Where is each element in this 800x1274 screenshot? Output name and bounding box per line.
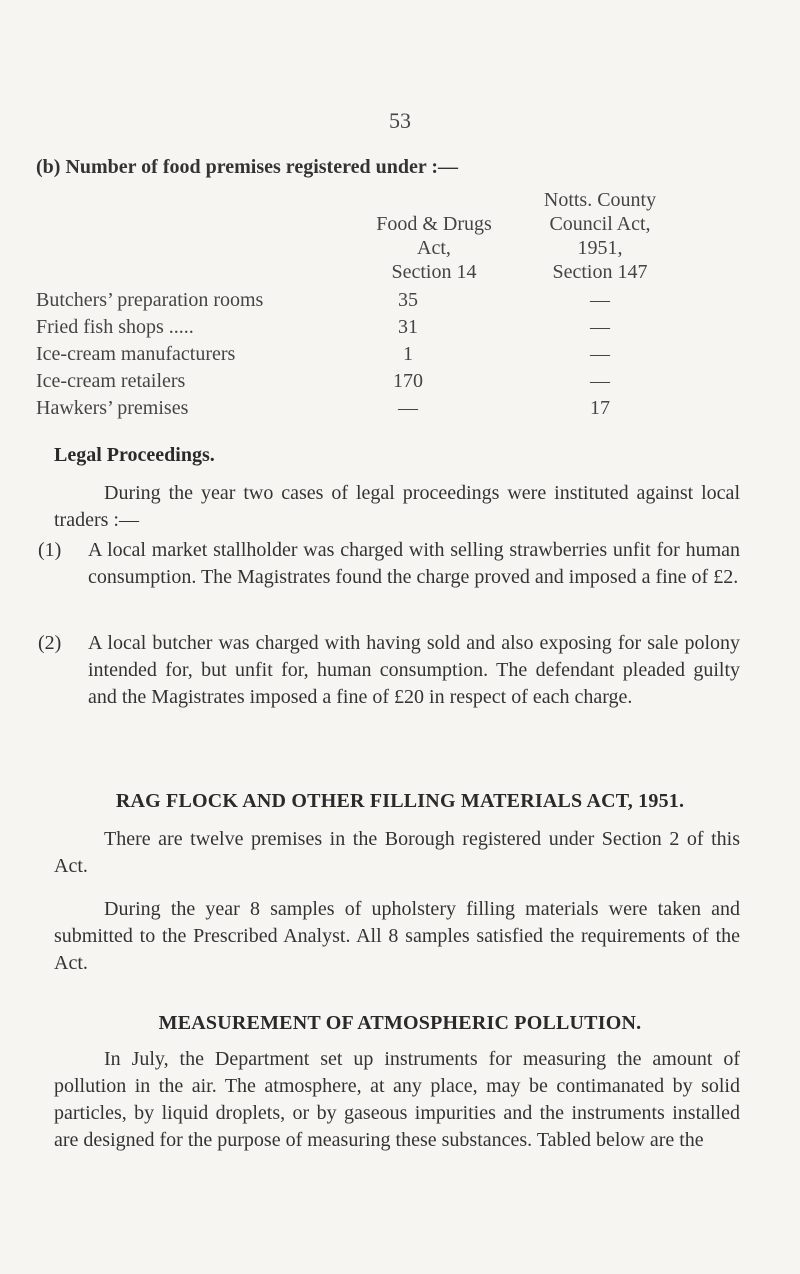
table-row xyxy=(36,314,656,340)
row-label: Ice-cream retailers xyxy=(36,370,186,392)
column-header-line: Council Act, xyxy=(549,213,651,235)
legal-case-item xyxy=(38,630,740,711)
row-label: Fried fish shops ..... xyxy=(36,316,194,338)
rag-flock-title: RAG FLOCK AND OTHER FILLING MATERIALS ACT, 1951. xyxy=(115,790,685,812)
legal-proceedings-title: Legal Proceedings. xyxy=(54,444,215,466)
column-header-line: 1951, xyxy=(577,237,623,259)
case-number: (1) xyxy=(38,539,62,561)
food-drugs-count: 1 xyxy=(403,343,413,365)
row-label: Butchers’ preparation rooms xyxy=(36,289,264,311)
table-row xyxy=(36,341,656,367)
legal-case-item xyxy=(38,537,740,591)
food-drugs-count: 170 xyxy=(393,370,423,392)
premises-heading: (b) Number of food premises registered under :— xyxy=(36,156,459,178)
table-row xyxy=(36,395,656,421)
notts-county-count: — xyxy=(590,316,610,338)
legal-intro-paragraph: During the year two cases of legal proceedings were instituted against local traders :— xyxy=(54,482,740,531)
column-header-notts-county-act xyxy=(520,188,680,284)
page-number: 53 xyxy=(389,108,411,133)
column-header-line: Notts. County xyxy=(543,189,657,211)
column-header-food-drugs-act xyxy=(364,212,504,284)
case-text: A local market stallholder was charged with selling strawberries unfit for human consumption. The Magistrates found the charge proved and imposed a fine of £2. xyxy=(88,539,740,588)
notts-county-count: — xyxy=(590,289,610,311)
notts-county-count: — xyxy=(590,370,610,392)
column-header-line: Section 147 xyxy=(552,261,648,283)
row-label: Hawkers’ premises xyxy=(36,397,189,419)
table-row xyxy=(36,287,656,313)
food-drugs-count: — xyxy=(398,397,418,419)
rag-flock-paragraph: There are twelve premises in the Borough registered under Section 2 of this Act. xyxy=(54,828,740,877)
food-drugs-count: 35 xyxy=(398,289,418,311)
row-label: Ice-cream manufacturers xyxy=(36,343,236,365)
column-header-line: Act, xyxy=(417,237,451,259)
atmospheric-pollution-title: MEASUREMENT OF ATMOSPHERIC POLLUTION. xyxy=(158,1012,642,1034)
notts-county-count: 17 xyxy=(590,397,610,419)
table-row xyxy=(36,368,656,394)
atmospheric-pollution-paragraph: In July, the Department set up instruments for measuring the amount of pollution in the air. The atmosphere, at any place, may be contimanated by solid particles, by liquid droplets, or by gaseous impurities and the instruments installed are designed for the purpose of measuring these substances. Tabled below are the xyxy=(54,1048,740,1151)
notts-county-count: — xyxy=(590,343,610,365)
rag-flock-paragraph: During the year 8 samples of upholstery filling materials were taken and submitted to the Prescribed Analyst. All 8 samples satisfied the requirements of the Act. xyxy=(54,898,740,974)
column-header-line: Section 14 xyxy=(391,261,477,283)
column-header-line: Food & Drugs xyxy=(376,213,492,235)
case-text: A local butcher was charged with having sold and also exposing for sale polony intended for, but unfit for, human consumption. The defendant pleaded guilty and the Magistrates imposed a fine of £20 in respect of each charge. xyxy=(88,632,740,708)
food-drugs-count: 31 xyxy=(398,316,418,338)
case-number: (2) xyxy=(38,632,62,654)
